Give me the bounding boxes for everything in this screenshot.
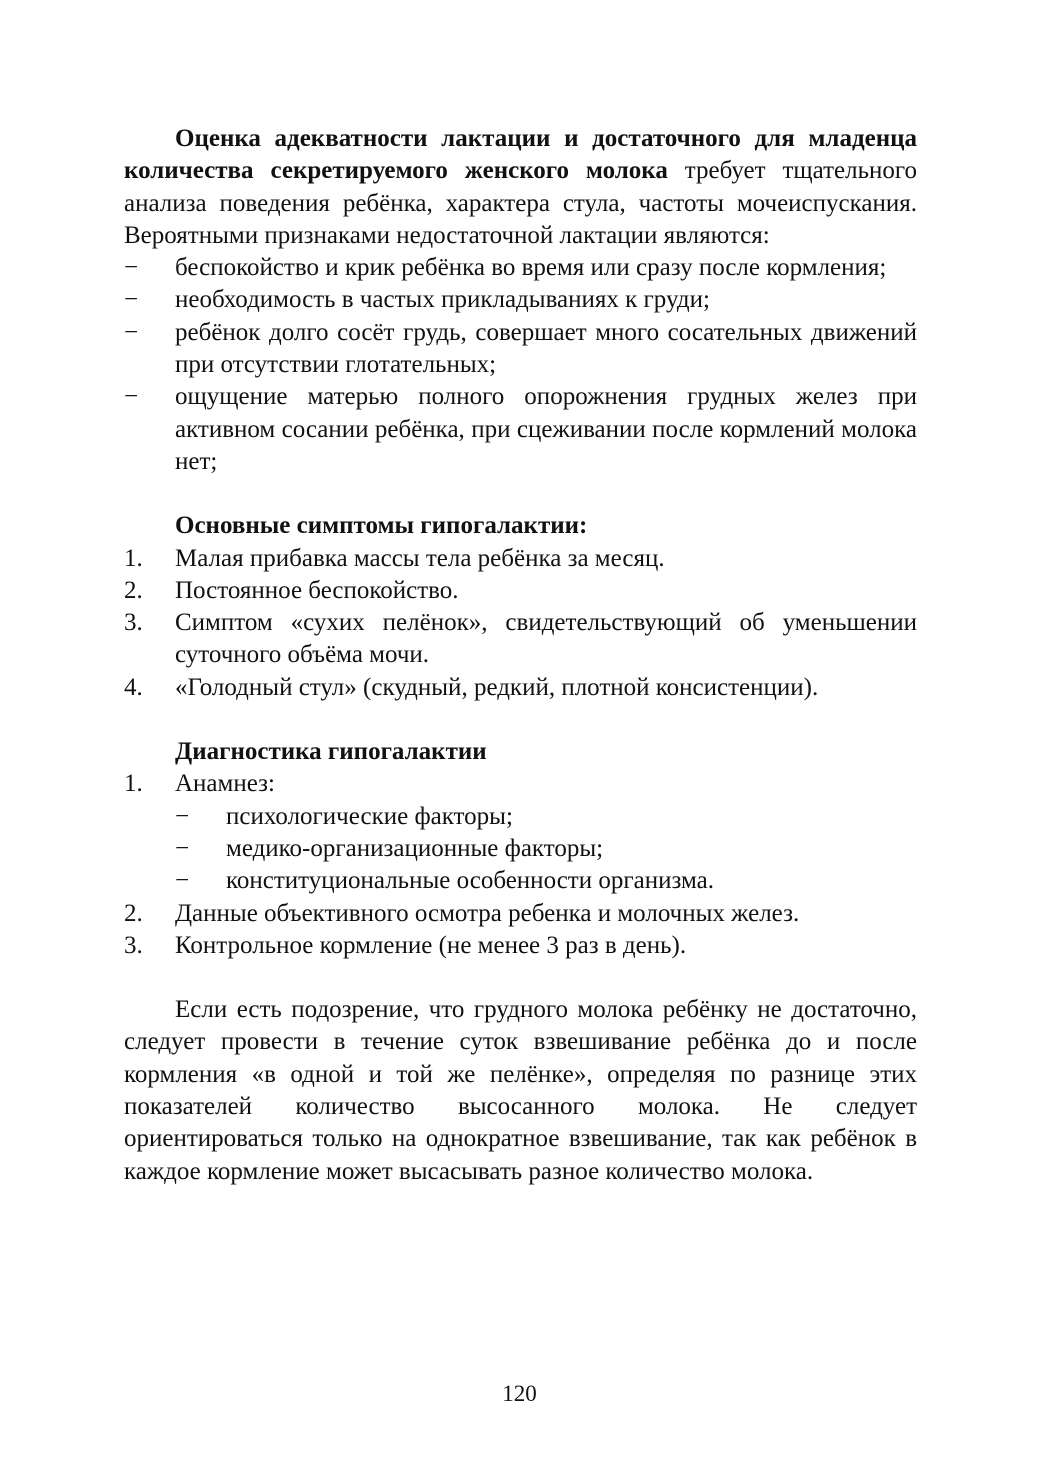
dash-marker: − bbox=[124, 383, 139, 411]
list-item-text: Данные объективного осмотра ребенка и молочных желез. bbox=[175, 899, 800, 927]
list-item-text: необходимость в частых прикладываниях к груди; bbox=[175, 286, 710, 314]
dash-marker: − bbox=[124, 286, 139, 314]
list-item bbox=[124, 543, 917, 575]
list-number: 1. bbox=[124, 770, 143, 798]
symptoms-heading: Основные симптомы гипогалактии: bbox=[175, 512, 588, 540]
list-number: 4. bbox=[124, 673, 143, 701]
sub-list-item-text: медико-организационные факторы; bbox=[226, 834, 604, 862]
spacer bbox=[124, 962, 917, 994]
symptoms-list bbox=[124, 543, 917, 704]
list-item bbox=[124, 768, 917, 897]
list-item-text: Малая прибавка массы тела ребёнка за месяц. bbox=[175, 544, 665, 572]
list-item-text: Симптом «сухих пелёнок», свидетельствующий об уменьшении суточного объёма мочи. bbox=[175, 609, 917, 669]
list-number: 3. bbox=[124, 931, 143, 959]
list-item-text: ощущение матерью полного опорожнения грудных желез при активном сосании ребёнка, при сцеживании после кормлений молока нет; bbox=[175, 383, 917, 475]
dash-marker: − bbox=[175, 802, 190, 830]
spacer bbox=[124, 478, 917, 510]
list-item bbox=[124, 252, 917, 284]
list-item bbox=[124, 672, 917, 704]
list-number: 1. bbox=[124, 544, 143, 572]
dash-marker: − bbox=[124, 318, 139, 346]
list-item-text: беспокойство и крик ребёнка во время или сразу после кормления; bbox=[175, 254, 887, 282]
intro-bold-lead: Оценка адекватности лактации и достаточного для младенца количества секретируемого женского молока bbox=[124, 125, 917, 185]
anamnesis-factors-list bbox=[175, 801, 917, 898]
sub-list-item bbox=[175, 833, 917, 865]
list-item-text: Анамнез: bbox=[175, 770, 275, 798]
spacer bbox=[124, 704, 917, 736]
sub-list-item bbox=[175, 865, 917, 897]
sub-list-item bbox=[175, 801, 917, 833]
insufficient-lactation-signs-list bbox=[124, 252, 917, 478]
list-item bbox=[124, 607, 917, 672]
dash-marker: − bbox=[175, 867, 190, 895]
list-number: 3. bbox=[124, 609, 143, 637]
closing-paragraph: Если есть подозрение, что грудного молока ребёнку не достаточно, следует провести в течение суток взвешивание ребёнка до и после кормления «в одной и той же пелёнке», определяя по разнице этих показателей количество высосанного молока. Не следует ориентироваться только на однократное взвешивание, так как ребёнок в каждое кормление может высасывать разное количество молока. bbox=[124, 996, 917, 1185]
intro-text: требует тщательного анализа поведения ребёнка, характера стула, частоты мочеиспускания. Вероятными признаками недостаточной лактации являются: bbox=[124, 157, 917, 249]
page-content bbox=[124, 123, 917, 1188]
dash-marker: − bbox=[175, 834, 190, 862]
diagnostics-list bbox=[124, 768, 917, 962]
diagnostics-heading: Диагностика гипогалактии bbox=[175, 738, 487, 766]
list-item-text: Постоянное беспокойство. bbox=[175, 576, 459, 604]
list-number: 2. bbox=[124, 899, 143, 927]
list-item bbox=[124, 575, 917, 607]
list-item-text: «Голодный стул» (скудный, редкий, плотной консистенции). bbox=[175, 673, 819, 701]
list-item bbox=[124, 284, 917, 316]
list-number: 2. bbox=[124, 576, 143, 604]
page-number: 120 bbox=[502, 1381, 537, 1406]
sub-list-item-text: психологические факторы; bbox=[226, 802, 513, 830]
list-item bbox=[124, 381, 917, 478]
list-item-text: Контрольное кормление (не менее 3 раз в день). bbox=[175, 931, 687, 959]
list-item bbox=[124, 898, 917, 930]
intro-paragraph bbox=[124, 123, 917, 252]
sub-list-item-text: конституциональные особенности организма. bbox=[226, 867, 714, 895]
list-item bbox=[124, 930, 917, 962]
dash-marker: − bbox=[124, 254, 139, 282]
list-item bbox=[124, 317, 917, 382]
list-item-text: ребёнок долго сосёт грудь, совершает много сосательных движений при отсутствии глотательных; bbox=[175, 318, 917, 379]
